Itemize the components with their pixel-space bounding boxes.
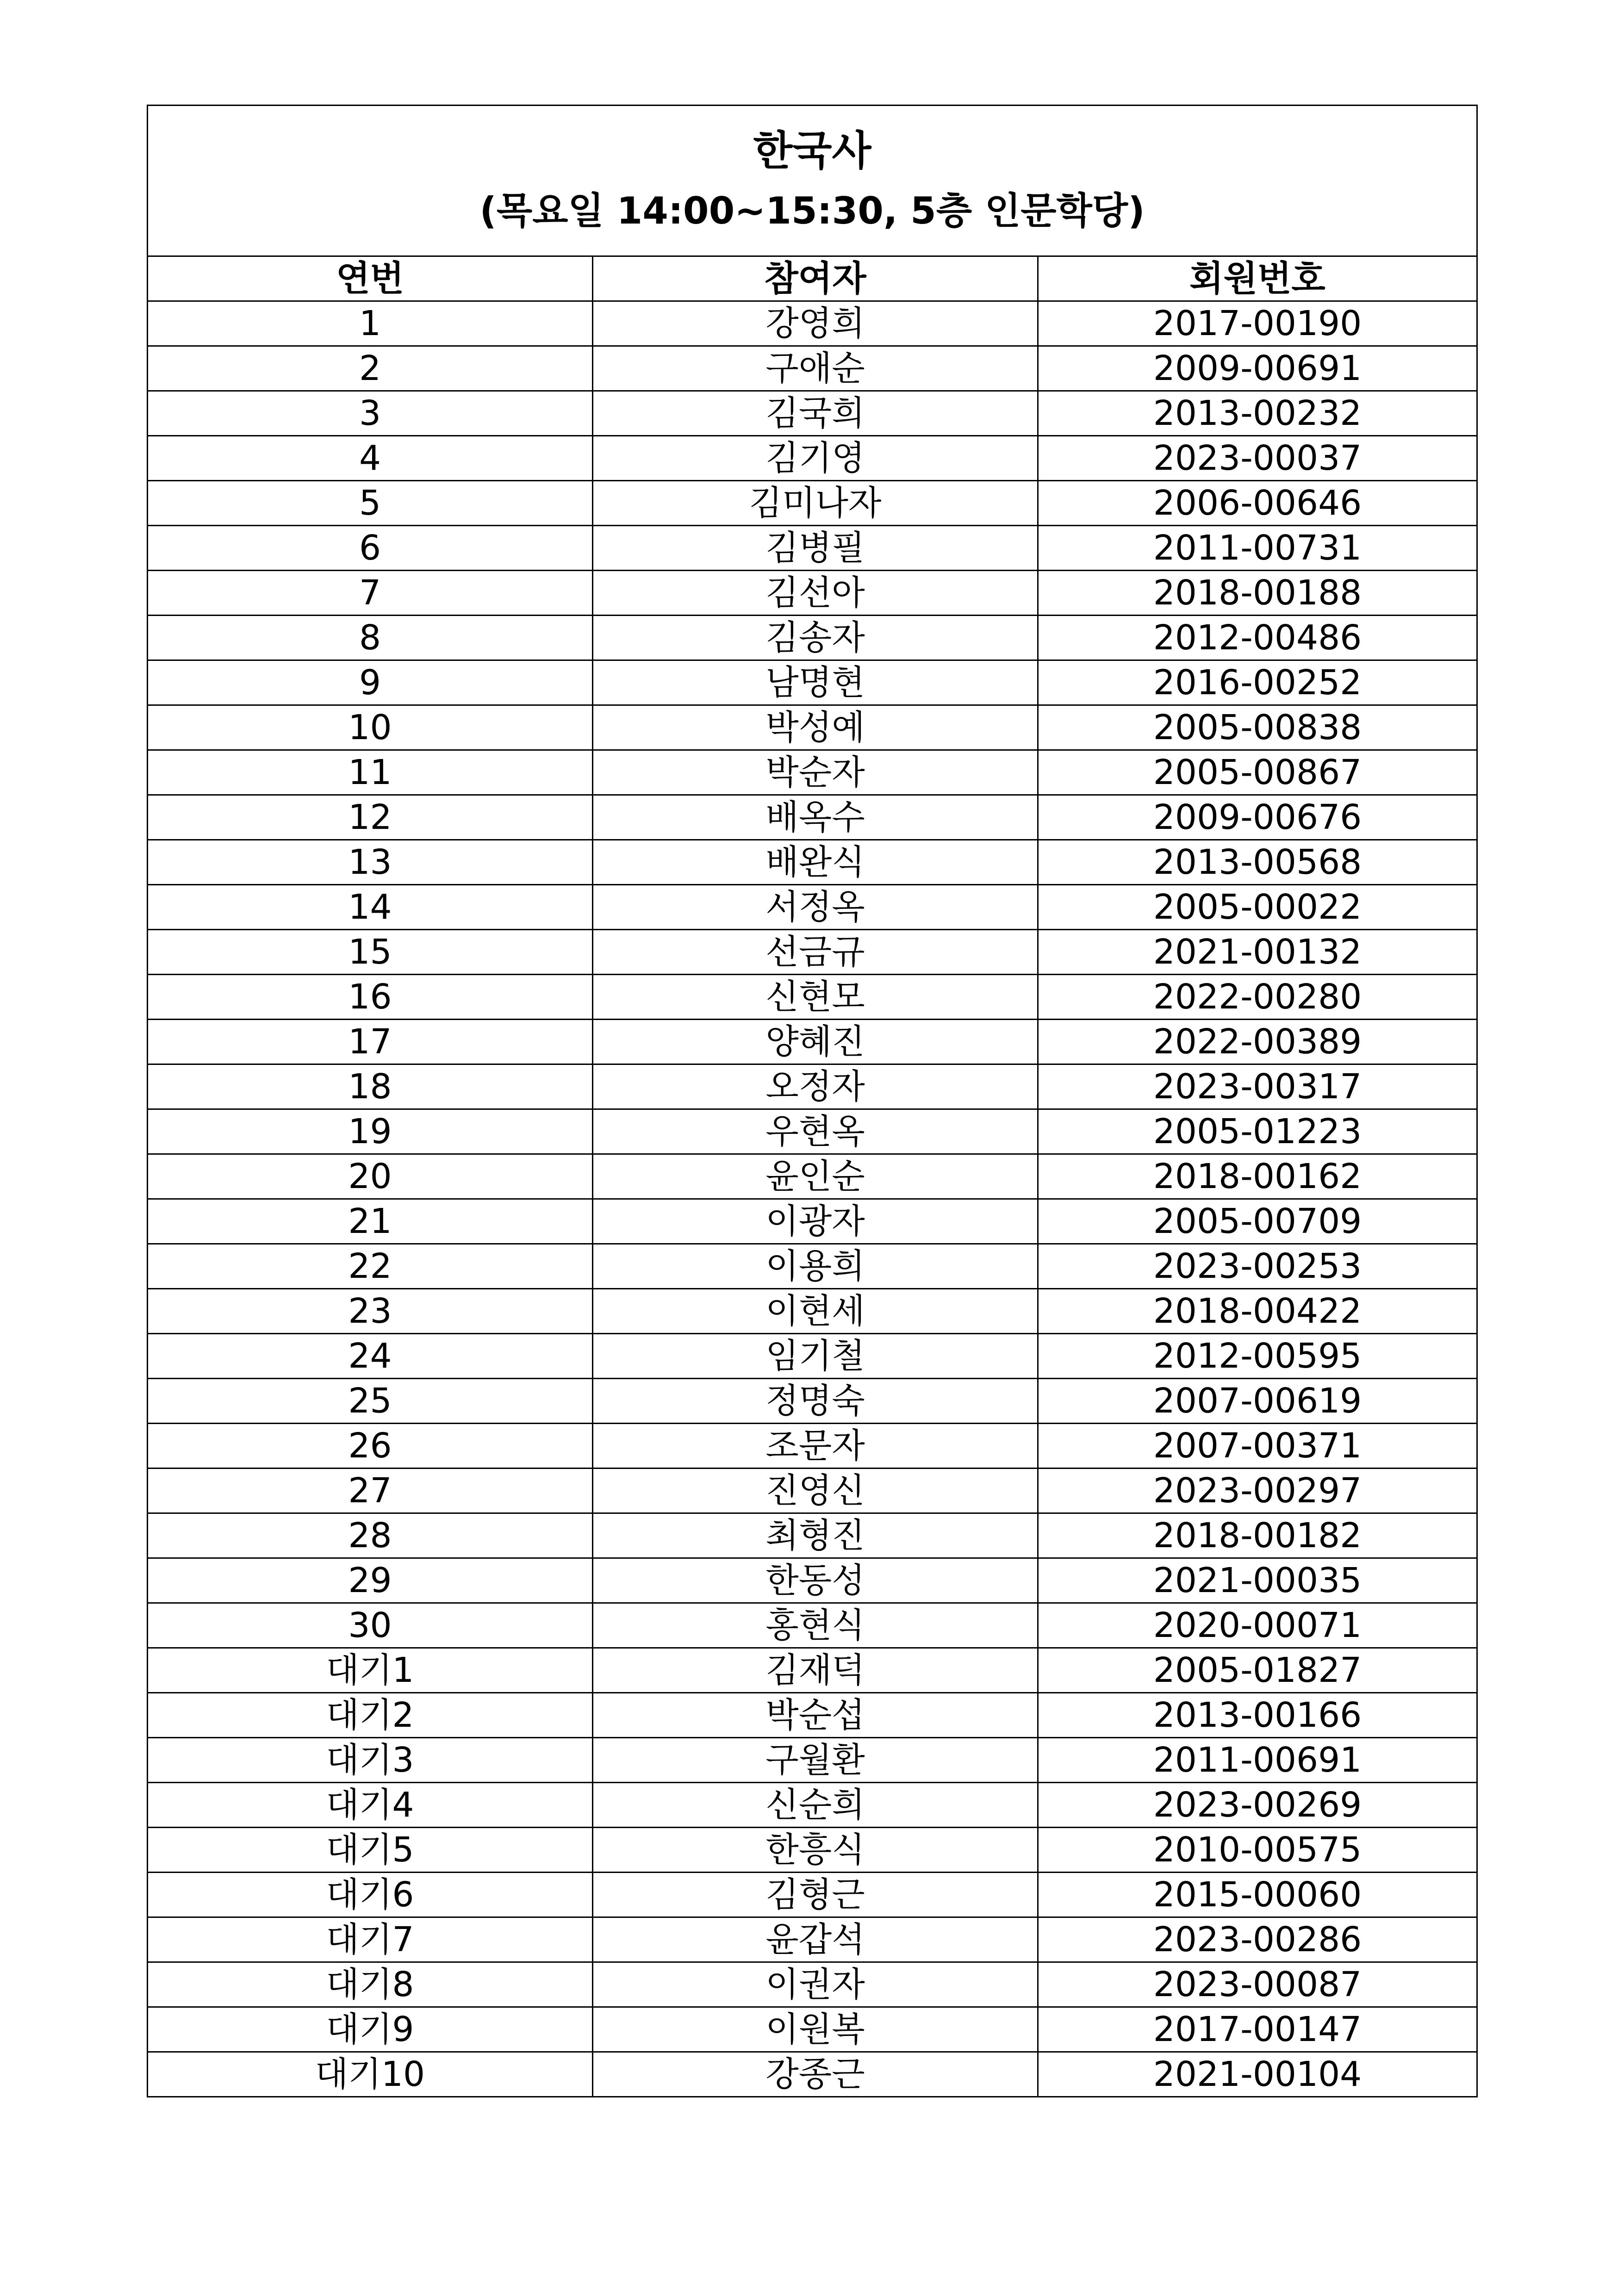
- cell-participant: 오정자: [593, 1064, 1038, 1109]
- cell-participant: 우현옥: [593, 1109, 1038, 1154]
- table-row: [148, 1064, 1477, 1109]
- table-row: [148, 1962, 1477, 2007]
- title-block: [148, 106, 1477, 256]
- cell-no: 5: [148, 481, 593, 526]
- cell-participant: 조문자: [593, 1424, 1038, 1468]
- table-row: [148, 1244, 1477, 1289]
- header-row: [148, 256, 1477, 301]
- cell-participant: 윤인순: [593, 1154, 1038, 1199]
- table-row: [148, 975, 1477, 1020]
- cell-member-id: 2023-00286: [1038, 1917, 1477, 1962]
- cell-member-id: 2016-00252: [1038, 660, 1477, 705]
- cell-participant: 윤갑석: [593, 1917, 1038, 1962]
- cell-no: 20: [148, 1154, 593, 1199]
- roster-table: [147, 105, 1478, 2097]
- cell-no: 13: [148, 840, 593, 885]
- cell-member-id: 2013-00166: [1038, 1693, 1477, 1738]
- cell-no: 대기4: [148, 1783, 593, 1828]
- cell-participant: 강영희: [593, 301, 1038, 346]
- cell-no: 1: [148, 301, 593, 346]
- table-row: [148, 1558, 1477, 1603]
- page-title: 한국사: [753, 126, 871, 174]
- cell-member-id: 2022-00389: [1038, 1020, 1477, 1064]
- cell-participant: 이원복: [593, 2007, 1038, 2052]
- cell-no: 8: [148, 616, 593, 660]
- cell-participant: 배옥수: [593, 795, 1038, 840]
- cell-participant: 이광자: [593, 1199, 1038, 1244]
- cell-member-id: 2009-00691: [1038, 346, 1477, 391]
- cell-no: 9: [148, 660, 593, 705]
- cell-participant: 신순희: [593, 1783, 1038, 1828]
- table-row: [148, 571, 1477, 616]
- cell-no: 대기2: [148, 1693, 593, 1738]
- cell-participant: 신현모: [593, 975, 1038, 1020]
- cell-member-id: 2017-00147: [1038, 2007, 1477, 2052]
- table-row: [148, 1424, 1477, 1468]
- cell-no: 22: [148, 1244, 593, 1289]
- column-header-no: 연번: [148, 256, 593, 301]
- cell-member-id: 2023-00087: [1038, 1962, 1477, 2007]
- table-row: [148, 930, 1477, 975]
- cell-participant: 김형근: [593, 1873, 1038, 1917]
- cell-member-id: 2006-00646: [1038, 481, 1477, 526]
- cell-member-id: 2021-00132: [1038, 930, 1477, 975]
- cell-member-id: 2012-00595: [1038, 1334, 1477, 1379]
- cell-no: 대기1: [148, 1648, 593, 1693]
- table-row: [148, 705, 1477, 750]
- cell-participant: 이권자: [593, 1962, 1038, 2007]
- table-row: [148, 2007, 1477, 2052]
- cell-no: 대기6: [148, 1873, 593, 1917]
- cell-member-id: 2023-00253: [1038, 1244, 1477, 1289]
- table-row: [148, 885, 1477, 930]
- cell-participant: 서정옥: [593, 885, 1038, 930]
- table-row: [148, 481, 1477, 526]
- cell-member-id: 2005-01223: [1038, 1109, 1477, 1154]
- cell-participant: 최형진: [593, 1513, 1038, 1558]
- cell-no: 10: [148, 705, 593, 750]
- column-header-member-id: 회원번호: [1038, 256, 1477, 301]
- cell-no: 24: [148, 1334, 593, 1379]
- cell-no: 17: [148, 1020, 593, 1064]
- table-row: [148, 1738, 1477, 1783]
- cell-participant: 김병필: [593, 526, 1038, 571]
- cell-member-id: 2005-00022: [1038, 885, 1477, 930]
- cell-member-id: 2022-00280: [1038, 975, 1477, 1020]
- cell-participant: 박순자: [593, 750, 1038, 795]
- cell-participant: 양혜진: [593, 1020, 1038, 1064]
- cell-no: 18: [148, 1064, 593, 1109]
- cell-no: 29: [148, 1558, 593, 1603]
- title-row: [148, 106, 1477, 256]
- cell-participant: 이용희: [593, 1244, 1038, 1289]
- cell-no: 4: [148, 436, 593, 481]
- roster-body: [148, 301, 1477, 2097]
- cell-member-id: 2021-00104: [1038, 2052, 1477, 2097]
- cell-no: 11: [148, 750, 593, 795]
- table-row: [148, 840, 1477, 885]
- cell-no: 대기9: [148, 2007, 593, 2052]
- cell-participant: 남명현: [593, 660, 1038, 705]
- table-row: [148, 1109, 1477, 1154]
- table-row: [148, 1648, 1477, 1693]
- cell-member-id: 2010-00575: [1038, 1828, 1477, 1873]
- table-row: [148, 616, 1477, 660]
- cell-no: 27: [148, 1468, 593, 1513]
- cell-participant: 김송자: [593, 616, 1038, 660]
- cell-participant: 한흥식: [593, 1828, 1038, 1873]
- cell-participant: 홍현식: [593, 1603, 1038, 1648]
- table-row: [148, 1873, 1477, 1917]
- cell-participant: 박성예: [593, 705, 1038, 750]
- cell-no: 12: [148, 795, 593, 840]
- table-row: [148, 1828, 1477, 1873]
- cell-participant: 김국희: [593, 391, 1038, 436]
- cell-no: 28: [148, 1513, 593, 1558]
- cell-no: 25: [148, 1379, 593, 1424]
- cell-participant: 김기영: [593, 436, 1038, 481]
- cell-no: 대기5: [148, 1828, 593, 1873]
- table-row: [148, 795, 1477, 840]
- cell-member-id: 2011-00691: [1038, 1738, 1477, 1783]
- table-row: [148, 1783, 1477, 1828]
- cell-participant: 배완식: [593, 840, 1038, 885]
- cell-participant: 선금규: [593, 930, 1038, 975]
- cell-no: 16: [148, 975, 593, 1020]
- cell-member-id: 2023-00297: [1038, 1468, 1477, 1513]
- table-row: [148, 1334, 1477, 1379]
- cell-member-id: 2007-00371: [1038, 1424, 1477, 1468]
- cell-member-id: 2005-00709: [1038, 1199, 1477, 1244]
- cell-member-id: 2009-00676: [1038, 795, 1477, 840]
- cell-no: 26: [148, 1424, 593, 1468]
- cell-no: 대기10: [148, 2052, 593, 2097]
- cell-no: 2: [148, 346, 593, 391]
- cell-no: 15: [148, 930, 593, 975]
- table-row: [148, 1917, 1477, 1962]
- cell-participant: 김재덕: [593, 1648, 1038, 1693]
- cell-member-id: 2018-00162: [1038, 1154, 1477, 1199]
- cell-member-id: 2013-00568: [1038, 840, 1477, 885]
- page-subtitle: (목요일 14:00~15:30, 5층 인문학당): [479, 189, 1145, 232]
- cell-member-id: 2005-00838: [1038, 705, 1477, 750]
- table-row: [148, 301, 1477, 346]
- cell-member-id: 2018-00422: [1038, 1289, 1477, 1334]
- cell-member-id: 2015-00060: [1038, 1873, 1477, 1917]
- cell-no: 3: [148, 391, 593, 436]
- cell-participant: 구월환: [593, 1738, 1038, 1783]
- cell-member-id: 2011-00731: [1038, 526, 1477, 571]
- cell-participant: 임기철: [593, 1334, 1038, 1379]
- table-row: [148, 1199, 1477, 1244]
- cell-participant: 박순섭: [593, 1693, 1038, 1738]
- table-row: [148, 391, 1477, 436]
- cell-no: 21: [148, 1199, 593, 1244]
- cell-no: 대기3: [148, 1738, 593, 1783]
- cell-participant: 김선아: [593, 571, 1038, 616]
- cell-participant: 이현세: [593, 1289, 1038, 1334]
- cell-member-id: 2018-00188: [1038, 571, 1477, 616]
- table-row: [148, 436, 1477, 481]
- table-row: [148, 1379, 1477, 1424]
- cell-participant: 강종근: [593, 2052, 1038, 2097]
- cell-member-id: 2005-00867: [1038, 750, 1477, 795]
- cell-member-id: 2005-01827: [1038, 1648, 1477, 1693]
- table-row: [148, 1513, 1477, 1558]
- table-row: [148, 526, 1477, 571]
- table-row: [148, 1289, 1477, 1334]
- table-row: [148, 750, 1477, 795]
- table-row: [148, 1693, 1477, 1738]
- cell-member-id: 2007-00619: [1038, 1379, 1477, 1424]
- cell-no: 30: [148, 1603, 593, 1648]
- cell-member-id: 2017-00190: [1038, 301, 1477, 346]
- table-row: [148, 660, 1477, 705]
- cell-participant: 김미나자: [593, 481, 1038, 526]
- cell-no: 6: [148, 526, 593, 571]
- cell-member-id: 2021-00035: [1038, 1558, 1477, 1603]
- table-row: [148, 1468, 1477, 1513]
- cell-participant: 구애순: [593, 346, 1038, 391]
- table-row: [148, 1603, 1477, 1648]
- cell-participant: 한동성: [593, 1558, 1038, 1603]
- cell-member-id: 2012-00486: [1038, 616, 1477, 660]
- cell-no: 대기8: [148, 1962, 593, 2007]
- cell-participant: 정명숙: [593, 1379, 1038, 1424]
- cell-no: 7: [148, 571, 593, 616]
- table-row: [148, 1154, 1477, 1199]
- cell-member-id: 2023-00037: [1038, 436, 1477, 481]
- cell-no: 14: [148, 885, 593, 930]
- cell-member-id: 2023-00269: [1038, 1783, 1477, 1828]
- cell-member-id: 2020-00071: [1038, 1603, 1477, 1648]
- cell-member-id: 2018-00182: [1038, 1513, 1477, 1558]
- table-row: [148, 2052, 1477, 2097]
- cell-member-id: 2023-00317: [1038, 1064, 1477, 1109]
- roster-sheet: [147, 105, 1476, 2097]
- table-row: [148, 1020, 1477, 1064]
- cell-no: 23: [148, 1289, 593, 1334]
- cell-participant: 진영신: [593, 1468, 1038, 1513]
- table-row: [148, 346, 1477, 391]
- cell-no: 19: [148, 1109, 593, 1154]
- column-header-participant: 참여자: [593, 256, 1038, 301]
- cell-no: 대기7: [148, 1917, 593, 1962]
- cell-member-id: 2013-00232: [1038, 391, 1477, 436]
